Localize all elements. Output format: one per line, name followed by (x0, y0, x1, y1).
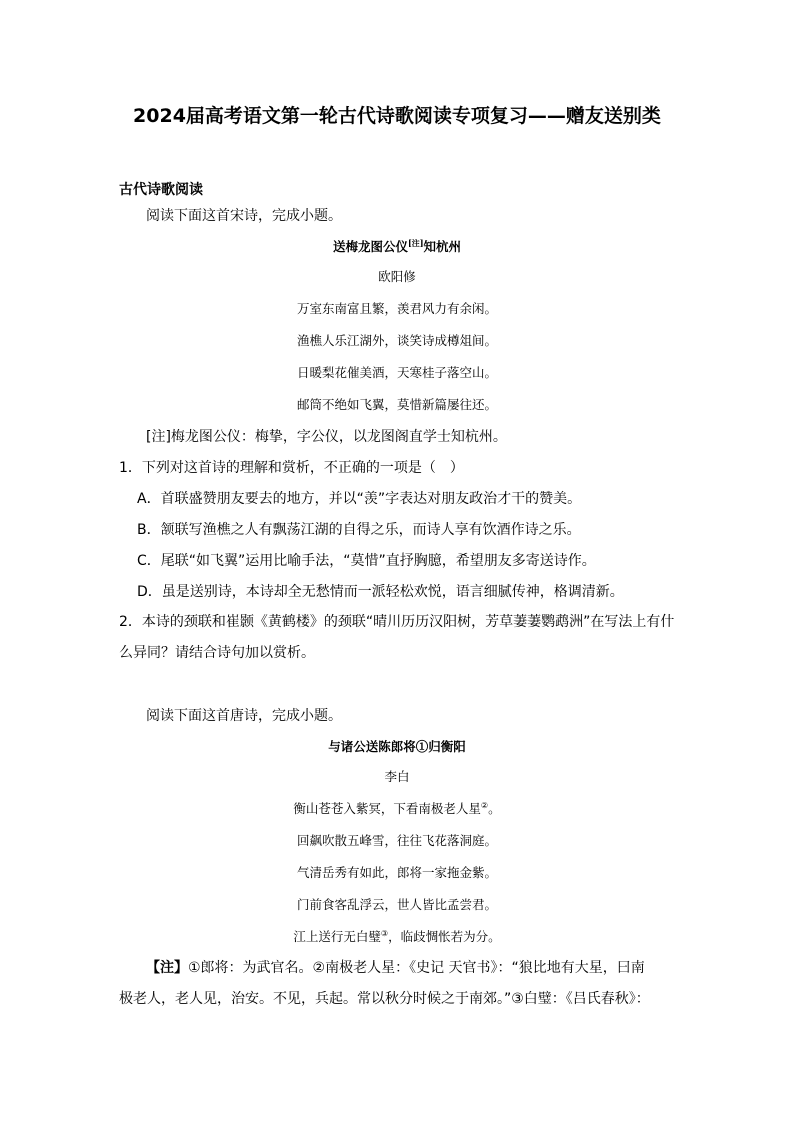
question1-option-b: B．颔联写渔樵之人有飘荡江湖的自得之乐，而诗人享有饮酒作诗之乐。 (137, 522, 581, 538)
poem1-intro: 阅读下面这首宋诗，完成小题。 (146, 208, 342, 224)
question2-line: 么异同？请结合诗句加以赏析。 (119, 645, 315, 661)
poem2-line (0, 864, 794, 882)
poem2-line (0, 832, 794, 850)
question1-option-a: A．首联盛赞朋友要去的地方，并以“羡”字表达对朋友政治才干的赞美。 (137, 491, 582, 507)
poem2-line-text: 江上送行无白璧 (293, 929, 381, 944)
poem2-intro: 阅读下面这首唐诗，完成小题。 (146, 708, 342, 724)
poem2-line-end: 。 (488, 801, 501, 816)
document-title: 2024届高考语文第一轮古代诗歌阅读专项复习——赠友送别类 (133, 105, 661, 127)
poem2-note-marker: ② (480, 800, 489, 810)
poem2-title-main: 与诸公送陈郎将 (328, 739, 416, 754)
poem1-author: 欧阳修 (378, 269, 416, 284)
poem2-line (0, 928, 794, 946)
poem1-title-end: 知杭州 (423, 239, 462, 254)
poem1-line: 日暖梨花催美酒，天寒桂子落空山。 (296, 365, 497, 380)
poem2-line (0, 800, 794, 818)
poem2-line-text: 气清岳秀有如此，郎将一家拖金紫。 (296, 865, 497, 880)
poem1-title (0, 238, 794, 256)
poem1-line: 邮筒不绝如飞翼，莫惜新篇屡往还。 (296, 397, 497, 412)
poem1-title-note-marker: [注] (407, 237, 424, 248)
poem2-note-label: 【注】 (146, 960, 188, 976)
poem2-title-end: 归衡阳 (428, 739, 466, 754)
question2-line: 2．本诗的颈联和崔颢《黄鹤楼》的颈联“晴川历历汉阳树，芳草萋萋鹦鹉洲”在写法上有什 (119, 614, 675, 630)
poem1-note: [注]梅龙图公仪：梅挚，字公仪，以龙图阁直学士知杭州。 (146, 429, 507, 445)
question1-option-d: D．虽是送别诗，本诗却全无愁情而一派轻松欢悦，语言细腻传神，格调清新。 (137, 584, 624, 600)
poem2-line-end: ，临歧惆怅若为分。 (388, 929, 501, 944)
question1-stem: 1．下列对这首诗的理解和赏析，不正确的一项是（ ） (119, 460, 464, 476)
poem2-author: 李白 (384, 769, 410, 784)
question1-option-c: C．尾联“如飞翼”运用比喻手法，“莫惜”直抒胸臆，希望朋友多寄送诗作。 (137, 553, 596, 569)
poem2-title-note-marker: ① (415, 739, 429, 754)
poem2-title (0, 738, 794, 756)
poem2-line-text: 衡山苍苍入紫冥，下看南极老人星 (293, 801, 481, 816)
poem2-note-marker: ③ (380, 928, 389, 938)
poem2-note-line: 极老人，老人见，治安。不见，兵起。常以秋分时候之于南郊。”③白璧：《吕氏春秋》： (119, 991, 650, 1007)
poem2-note-line (146, 958, 645, 978)
poem1-line: 万室东南富且繁，羡君风力有余闲。 (296, 301, 497, 316)
poem2-line-text: 回飙吹散五峰雪，往往飞花落洞庭。 (296, 833, 497, 848)
section-heading: 古代诗歌阅读 (119, 182, 203, 198)
poem1-title-main: 送梅龙图公仪 (332, 239, 408, 254)
poem2-line-text: 门前食客乱浮云，世人皆比孟尝君。 (296, 897, 497, 912)
poem1-line: 渔樵人乐江湖外，谈笑诗成樽俎间。 (296, 333, 497, 348)
poem2-note-text: ①郎将：为武官名。②南极老人星：《史记 天官书》：“狼比地有大星，曰南 (188, 960, 645, 976)
poem2-line (0, 896, 794, 914)
